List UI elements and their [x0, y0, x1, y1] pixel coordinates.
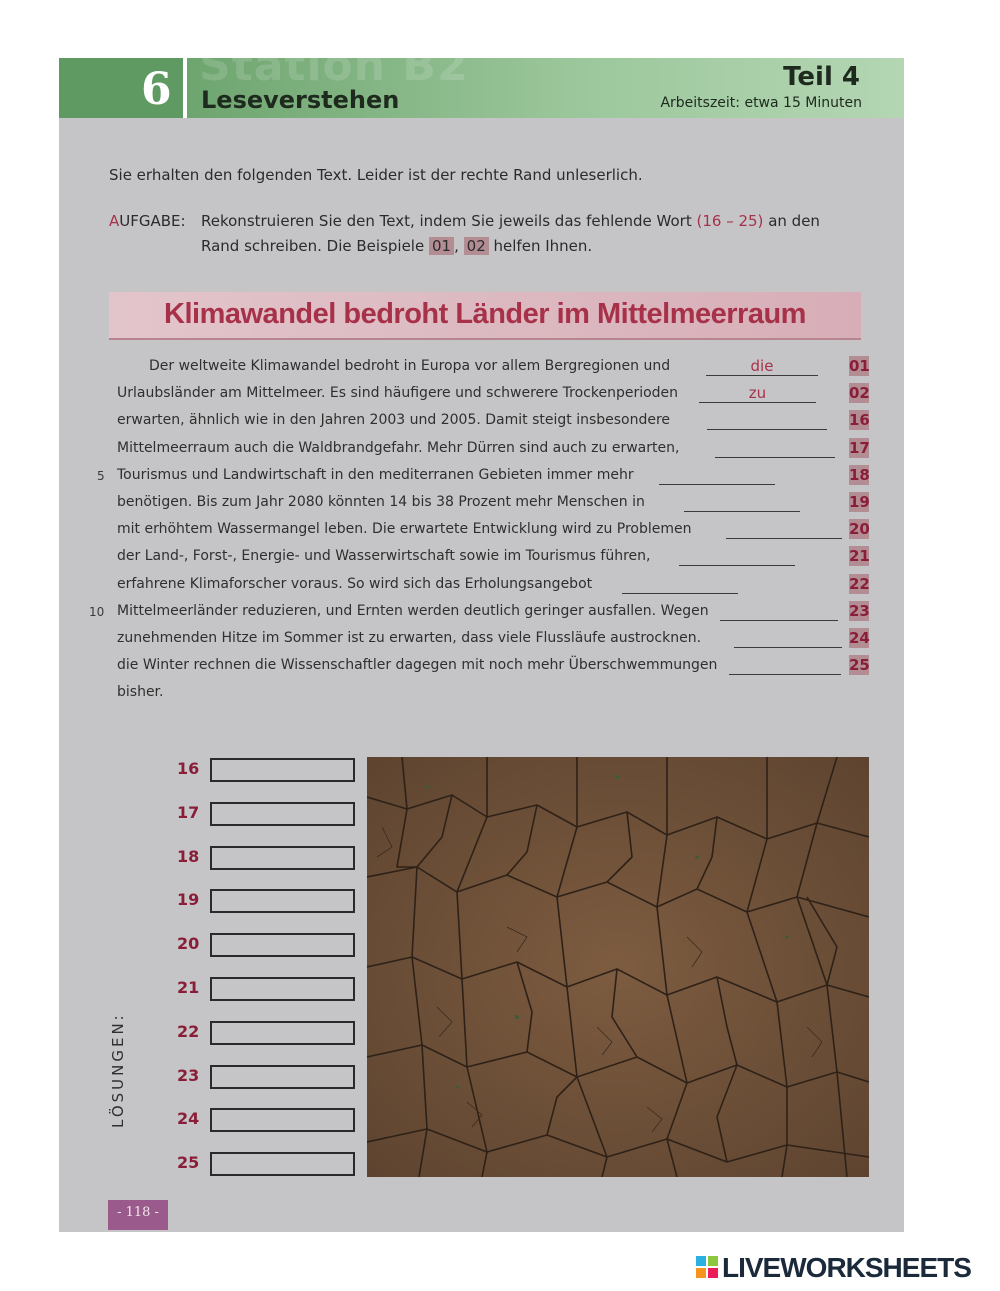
article-line: erfahrene Klimaforscher voraus. So wird sich das Erholungsangebot [117, 575, 593, 592]
answer-input-20[interactable] [210, 933, 355, 957]
article-line: benötigen. Bis zum Jahr 2080 könnten 14 bis 38 Prozent mehr Menschen in [117, 494, 645, 510]
worksheet-page [59, 40, 904, 1232]
brand-name: LIVEWORKSHEETS [722, 1252, 971, 1283]
task-range: (16 – 25) [696, 212, 764, 230]
gap-number-badge: 17 [849, 438, 870, 457]
answer-input-22[interactable] [210, 1021, 355, 1045]
line-number: 10 [89, 604, 105, 619]
task-text-1a: Rekonstruieren Sie den Text, indem Sie jeweils das fehlende Wort [201, 212, 692, 230]
task-text-2a: Rand schreiben. Die Beispiele [201, 237, 425, 255]
example-badge-02: 02 [464, 237, 489, 255]
article-line: zunehmenden Hitze im Sommer ist zu erwarten, dass viele Flussläufe austrocknen. [117, 630, 702, 646]
task-sep: , [454, 237, 459, 255]
article-line: Urlaubsländer am Mittelmeer. Es sind häufigere und schwerere Trockenperioden [117, 385, 679, 402]
answer-number: 24 [177, 1109, 200, 1129]
gap-blank-21 [679, 547, 795, 566]
gap-number-badge: 20 [849, 520, 870, 539]
gap-number-badge: 01 [849, 357, 870, 375]
gap-number-badge: 24 [849, 629, 870, 647]
article-title: Klimawandel bedroht Länder im Mittelmeerraum [164, 298, 806, 330]
article-line: Mittelmeerländer reduzieren, und Ernten werden deutlich geringer ausfallen. Wegen [117, 602, 709, 619]
gap-number-badge: 19 [849, 493, 870, 511]
header-divider [183, 58, 187, 118]
part-label: Teil 4 [783, 62, 860, 92]
gap-number-badge: 18 [849, 465, 870, 484]
gap-blank-17 [715, 439, 835, 458]
answer-input-18[interactable] [210, 846, 355, 870]
answer-number: 20 [177, 934, 200, 954]
task-label-rest: UFGABE: [119, 212, 186, 230]
answer-number: 16 [177, 759, 200, 778]
answer-input-16[interactable] [210, 758, 355, 782]
task-label: AUFGABE: [109, 212, 186, 230]
article-line: Tourismus und Landwirtschaft in den mediterranen Gebieten immer mehr [117, 466, 634, 483]
gap-number-badge: 23 [849, 601, 870, 620]
gap-blank-19 [684, 493, 800, 512]
intro-text: Sie erhalten den folgenden Text. Leider ist der rechte Rand unleserlich. [109, 166, 643, 184]
gap-blank-24 [734, 629, 842, 648]
answer-input-19[interactable] [210, 889, 355, 913]
gap-blank-02: zu [699, 384, 816, 403]
liveworksheets-logo-icon [696, 1256, 718, 1278]
answer-input-25[interactable] [210, 1152, 355, 1176]
gap-number-badge: 21 [849, 547, 870, 566]
answer-number: 21 [177, 978, 200, 997]
gap-blank-20 [726, 520, 842, 539]
article-line: die Winter rechnen die Wissenschaftler dagegen mit noch mehr Überschwemmungen [117, 657, 718, 674]
chapter-number: 6 [141, 64, 172, 115]
gap-number-badge: 25 [849, 656, 870, 675]
task-line-1 [201, 212, 820, 230]
cracked-earth-image [367, 757, 869, 1177]
header-band [59, 40, 904, 118]
station-ghost-title: Station B2 [199, 40, 469, 91]
gap-blank-22 [622, 575, 738, 594]
dry-soil-photo [367, 757, 869, 1177]
gap-blank-18 [659, 466, 775, 485]
article-line: der Land-, Forst-, Energie- und Wasserwirtschaft sowie im Tourismus führen, [117, 548, 651, 565]
solutions-heading: LÖSUNGEN: [109, 1012, 127, 1128]
answer-input-23[interactable] [210, 1065, 355, 1089]
article-title-bar [109, 292, 861, 340]
gap-number-badge: 16 [849, 411, 870, 430]
gap-number-badge: 22 [849, 574, 870, 593]
time-label: Arbeitszeit: etwa 15 Minuten [660, 95, 862, 111]
answer-number: 22 [177, 1021, 200, 1041]
article-line: Der weltweite Klimawandel bedroht in Europa vor allem Bergregionen und [149, 358, 671, 374]
gap-blank-23 [720, 602, 838, 621]
gap-number-badge: 02 [849, 384, 870, 403]
task-text-2b: helfen Ihnen. [493, 237, 593, 255]
article-line: mit erhöhtem Wassermangel leben. Die erwartete Entwicklung wird zu Problemen [117, 521, 692, 538]
answer-input-21[interactable] [210, 977, 355, 1001]
gap-blank-25 [729, 656, 841, 675]
answer-number: 17 [177, 802, 200, 822]
answer-input-24[interactable] [210, 1108, 355, 1132]
answer-number: 19 [177, 890, 200, 910]
answer-number: 23 [177, 1065, 200, 1085]
article-line: erwarten, ähnlich wie in den Jahren 2003 und 2005. Damit steigt insbesondere [117, 412, 671, 429]
task-line-2 [201, 237, 592, 255]
answer-input-17[interactable] [210, 802, 355, 826]
section-title: Leseverstehen [201, 86, 400, 114]
gap-blank-01: die [706, 357, 818, 376]
article-line: Mittelmeerraum auch die Waldbrandgefahr. Mehr Dürren sind auch zu erwarten, [117, 439, 680, 456]
answer-number: 25 [177, 1153, 200, 1173]
article-line: bisher. [117, 684, 164, 701]
gap-blank-16 [707, 411, 827, 430]
task-text-1b: an den [768, 212, 820, 230]
example-badge-01: 01 [429, 237, 454, 255]
page-number: - 118 - [108, 1200, 168, 1230]
answer-number: 18 [177, 846, 200, 866]
line-number: 5 [97, 468, 105, 483]
